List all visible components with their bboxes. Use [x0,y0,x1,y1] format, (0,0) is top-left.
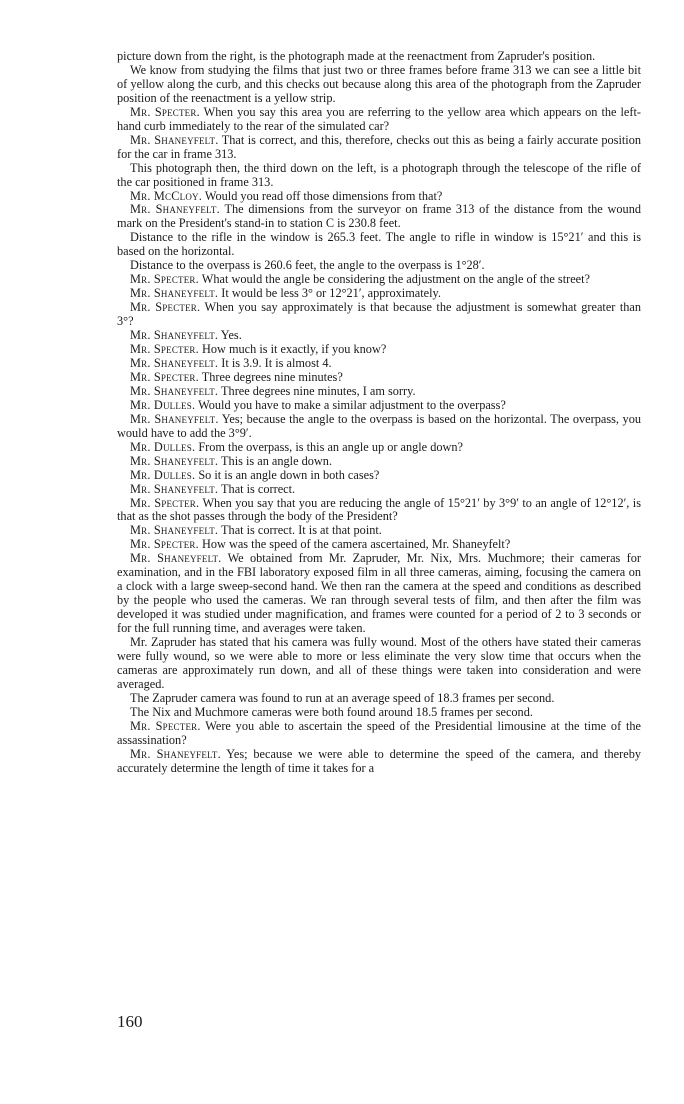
paragraph [117,720,641,748]
paragraph [117,301,641,329]
paragraph [117,162,641,190]
paragraph-text: Three degrees nine minutes, I am sorry. [221,383,416,398]
speaker: Mr. Specter. [130,495,200,510]
paragraph [117,748,641,776]
paragraph-text: How was the speed of the camera ascertained, Mr. Shaneyfelt? [201,537,511,552]
paragraph [117,497,641,525]
paragraph-text: The dimensions from the surveyor on frame 313 of the distance from the wound mark on the President's stand-in to station C is 230.8 feet. [117,202,641,231]
speaker: Mr. Shaneyfelt. [130,355,219,370]
paragraph-text: The Nix and Muchmore cameras were both found around 18.5 frames per second. [130,704,533,719]
paragraph-text: This is an angle down. [221,453,333,468]
speaker: Mr. Dulles. [130,397,196,412]
speaker: Mr. Shaneyfelt. [130,383,219,398]
speaker: Mr. Dulles. [130,467,196,482]
speaker: Mr. Shaneyfelt. [130,746,221,761]
paragraph [117,203,641,231]
paragraph-text: From the overpass, is this an angle up or angle down? [198,439,463,454]
paragraph-text: The Zapruder camera was found to run at an average speed of 18.3 frames per second. [130,690,555,705]
page-body [117,50,641,776]
paragraph-text: Were you able to ascertain the speed of the Presidential limousine at the time of the assassination? [117,718,642,747]
paragraph-text: So it is an angle down in both cases? [198,467,380,482]
paragraph [117,343,641,357]
paragraph [117,64,641,106]
speaker: Mr. Shaneyfelt. [130,523,219,538]
paragraph [117,371,641,385]
paragraph-text: This photograph then, the third down on the left, is a photograph through the telescope of the rifle of the car positioned in frame 313. [117,160,641,189]
speaker: Mr. Shaneyfelt. [130,132,219,147]
speaker: Mr. Specter. [130,369,199,384]
paragraph-text: Distance to the rifle in the window is 265.3 feet. The angle to rifle in window is 15°21′ and this is based on the horizontal. [117,230,641,259]
paragraph [117,538,641,552]
paragraph-text: Mr. Zapruder has stated that his camera was fully wound. Most of the others have stated their cameras were fully wound, so we were able to more or less eliminate the very slow time that occurs when the cameras are approximately run down, and all of these things were taken into consideration and were averaged. [117,635,641,691]
paragraph [117,441,641,455]
speaker: Mr. Specter. [130,537,199,552]
paragraph-text: When you say approximately is that because the adjustment is somewhat greater than 3°? [117,300,642,329]
paragraph [117,399,641,413]
paragraph [117,636,641,692]
paragraph [117,106,641,134]
speaker: Mr. Shaneyfelt. [130,551,222,566]
speaker: Mr. Shaneyfelt. [130,328,219,343]
paragraph-text: Would you have to make a similar adjustment to the overpass? [198,397,506,412]
speaker: Mr. Dulles. [130,439,196,454]
paragraph [117,469,641,483]
paragraph [117,50,641,64]
paragraph [117,706,641,720]
paragraph-text: It is 3.9. It is almost 4. [221,355,332,370]
paragraph-text: picture down from the right, is the photograph made at the reenactment from Zapruder's position. [117,49,596,63]
paragraph-text: When you say this area you are referring to the yellow area which appears on the left-hand curb immediately to the rear of the simulated car? [117,104,641,133]
paragraph [117,455,641,469]
paragraph [117,287,641,301]
paragraph-text: We know from studying the films that just two or three frames before frame 313 we can see a little bit of yellow along the curb, and this checks out because along this area of the photograph from the Zapruder position of the reenactment is a yellow strip. [117,62,641,105]
speaker: Mr. McCloy. [130,188,202,203]
paragraph-text: What would the angle be considering the adjustment on the angle of the street? [201,272,591,287]
speaker: Mr. Shaneyfelt. [130,202,220,217]
paragraph-text: Would you read off those dimensions from that? [204,188,443,203]
paragraph-text: That is correct, and this, therefore, checks out this as being a fairly accurate position for the car in frame 313. [117,132,641,161]
paragraph [117,259,641,273]
paragraph-text: Distance to the overpass is 260.6 feet, the angle to the overpass is 1°28′. [130,258,485,273]
paragraph [117,190,641,204]
paragraph [117,329,641,343]
paragraph [117,231,641,259]
speaker: Mr. Shaneyfelt. [130,453,219,468]
paragraph [117,134,641,162]
speaker: Mr. Shaneyfelt. [130,286,219,301]
paragraph [117,524,641,538]
paragraph [117,692,641,706]
paragraph [117,483,641,497]
paragraph [117,273,641,287]
paragraph-text: We obtained from Mr. Zapruder, Mr. Nix, Mrs. Muchmore; their cameras for examination, and in the FBI laboratory exposed film in all three cameras, aiming, focusing the camera on a clock with a large sweep-second hand. We then ran the camera at the speed and conditions as described by the people who used the cameras. We ran through several tests of film, and then after the film was developed it was studied under magnification, and frames were counted for a period of 2 to 3 seconds or for the full running time, and averages were taken. [117,551,641,636]
paragraph [117,385,641,399]
paragraph-text: It would be less 3° or 12°21′, approximately. [221,286,441,301]
paragraph-text: How much is it exactly, if you know? [201,342,387,357]
paragraph-text: Yes; because we were able to determine the speed of the camera, and thereby accurately determine the length of time it takes for a [117,746,641,775]
speaker: Mr. Specter. [130,342,199,357]
paragraph-text: Three degrees nine minutes? [201,369,343,384]
page-number: 160 [117,1012,143,1031]
speaker: Mr. Specter. [130,718,201,733]
paragraph-text: Yes. [220,328,242,343]
paragraph [117,552,641,636]
paragraph-text: When you say that you are reducing the angle of 15°21′ by 3°9′ to an angle of 12°12′, is that as the shot passes through the body of the President? [117,495,641,524]
speaker: Mr. Specter. [130,104,200,119]
speaker: Mr. Shaneyfelt. [130,411,219,426]
paragraph-text: That is correct. [221,481,296,496]
speaker: Mr. Shaneyfelt. [130,481,219,496]
speaker: Mr. Specter. [130,300,201,315]
paragraph-text: That is correct. It is at that point. [221,523,382,538]
speaker: Mr. Specter. [130,272,199,287]
paragraph [117,413,641,441]
paragraph [117,357,641,371]
paragraph-text: Yes; because the angle to the overpass is based on the horizontal. The overpass, you would have to add the 3°9′. [117,411,641,440]
